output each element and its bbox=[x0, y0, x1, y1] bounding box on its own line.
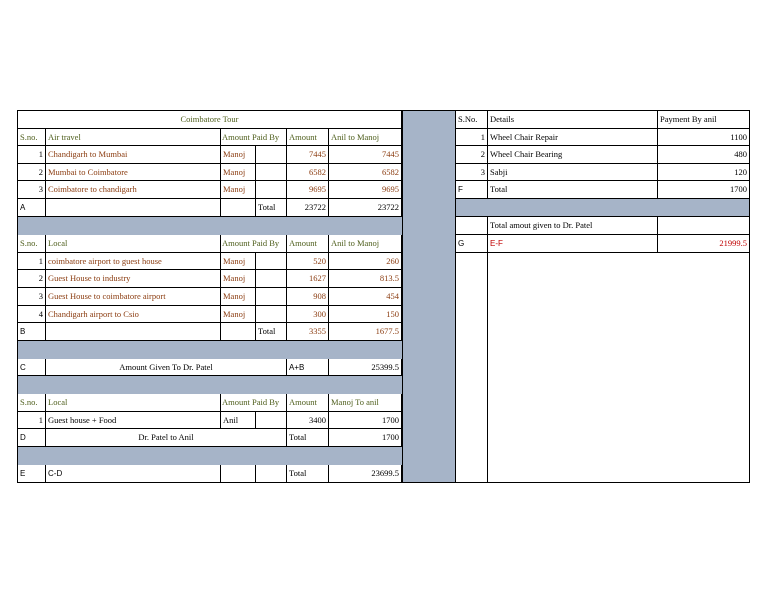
local-row-blank bbox=[256, 270, 287, 288]
row-id-d: D bbox=[18, 429, 46, 447]
local-row-desc: Guest House to coimbatore airport bbox=[46, 288, 221, 306]
air-row-blank bbox=[256, 146, 287, 164]
local-row-blank bbox=[256, 288, 287, 306]
blank-cell bbox=[456, 217, 488, 235]
header-amount: Amount bbox=[287, 235, 329, 253]
right-header-details: Details bbox=[488, 111, 658, 129]
formula-c-minus-d: C-D bbox=[46, 465, 221, 482]
local-row-paid-by: Manoj bbox=[221, 253, 256, 270]
air-row-sno: 1 bbox=[18, 146, 46, 164]
local-row-paid-by: Manoj bbox=[221, 270, 256, 288]
local-row-paid-by: Manoj bbox=[221, 306, 256, 323]
header-paid-by: Amount Paid By bbox=[221, 129, 287, 146]
separator-band bbox=[18, 376, 402, 394]
air-row-amount: 7445 bbox=[287, 146, 329, 164]
local-row-amount: 300 bbox=[287, 306, 329, 323]
air-row-anil: 9695 bbox=[329, 181, 402, 199]
header-air-travel: Air travel bbox=[46, 129, 221, 146]
header-paid-by: Amount Paid By bbox=[221, 235, 287, 253]
local-row-amount: 1627 bbox=[287, 270, 329, 288]
d-total-value: 1700 bbox=[329, 429, 402, 447]
right-row-sno: 3 bbox=[456, 164, 488, 181]
air-row-blank bbox=[256, 164, 287, 181]
header-sno: S.no. bbox=[18, 235, 46, 253]
spreadsheet bbox=[17, 110, 750, 483]
local-row-blank bbox=[256, 306, 287, 323]
amount-given-label: Amount Given To Dr. Patel bbox=[46, 359, 287, 376]
right-row-desc: Wheel Chair Bearing bbox=[488, 146, 658, 164]
air-row-amount: 9695 bbox=[287, 181, 329, 199]
separator-column bbox=[402, 111, 455, 482]
e-total-label: Total bbox=[287, 465, 329, 482]
local-total-label: Total bbox=[256, 323, 287, 341]
blank-cell bbox=[658, 217, 749, 235]
right-row-amount: 480 bbox=[658, 146, 749, 164]
header-sno: S.no. bbox=[18, 394, 46, 412]
local-total-anil: 1677.5 bbox=[329, 323, 402, 341]
blank-cell bbox=[221, 323, 256, 341]
header-amount: Amount bbox=[287, 129, 329, 146]
air-row-desc: Mumbai to Coimbatore bbox=[46, 164, 221, 181]
row-id-e: E bbox=[18, 465, 46, 482]
row-id-a: A bbox=[18, 199, 46, 217]
header-manoj-to-anil: Manoj To anil bbox=[329, 394, 402, 412]
local-row-desc: Guest House to industry bbox=[46, 270, 221, 288]
right-total-amount: 1700 bbox=[658, 181, 749, 199]
separator-band bbox=[18, 341, 402, 359]
air-row-blank bbox=[256, 181, 287, 199]
blank-cell bbox=[221, 199, 256, 217]
air-row-sno: 2 bbox=[18, 164, 46, 181]
air-row-anil: 7445 bbox=[329, 146, 402, 164]
air-row-paid-by: Manoj bbox=[221, 146, 256, 164]
separator-band bbox=[455, 199, 749, 217]
local2-row-blank bbox=[256, 412, 287, 429]
right-row-amount: 1100 bbox=[658, 129, 749, 146]
row-id-b: B bbox=[18, 323, 46, 341]
header-anil-to-manoj: Anil to Manoj bbox=[329, 235, 402, 253]
local-row-desc: coimbatore airport to guest house bbox=[46, 253, 221, 270]
air-row-anil: 6582 bbox=[329, 164, 402, 181]
air-row-desc: Chandigarh to Mumbai bbox=[46, 146, 221, 164]
air-row-desc: Coimbatore to chandigarh bbox=[46, 181, 221, 199]
right-row-sno: 1 bbox=[456, 129, 488, 146]
formula-a-plus-b: A+B bbox=[287, 359, 329, 376]
right-row-sno: 2 bbox=[456, 146, 488, 164]
header-paid-by: Amount Paid By bbox=[221, 394, 287, 412]
separator-band bbox=[18, 217, 402, 235]
air-total-amount: 23722 bbox=[287, 199, 329, 217]
right-header-sno: S.No. bbox=[456, 111, 488, 129]
blank-cell bbox=[221, 465, 256, 482]
header-anil-to-manoj: Anil to Manoj bbox=[329, 129, 402, 146]
row-id-f: F bbox=[456, 181, 488, 199]
blank-cell bbox=[46, 323, 221, 341]
local-row-sno: 1 bbox=[18, 253, 46, 270]
air-row-amount: 6582 bbox=[287, 164, 329, 181]
row-id-g: G bbox=[456, 235, 488, 253]
local-row-anil: 454 bbox=[329, 288, 402, 306]
air-total-label: Total bbox=[256, 199, 287, 217]
local-row-paid-by: Manoj bbox=[221, 288, 256, 306]
right-header-payment: Payment By anil bbox=[658, 111, 749, 129]
tour-title: Coimbatore Tour bbox=[18, 111, 402, 129]
right-total-label: Total bbox=[488, 181, 658, 199]
e-total-value: 23699.5 bbox=[329, 465, 402, 482]
local-row-sno: 2 bbox=[18, 270, 46, 288]
gridline bbox=[487, 253, 488, 482]
header-amount: Amount bbox=[287, 394, 329, 412]
air-row-paid-by: Manoj bbox=[221, 181, 256, 199]
local2-row-anil: 1700 bbox=[329, 412, 402, 429]
local-total-amount: 3355 bbox=[287, 323, 329, 341]
local-row-desc: Chandigarh airport to Csio bbox=[46, 306, 221, 323]
header-local: Local bbox=[46, 235, 221, 253]
local2-row-amount: 3400 bbox=[287, 412, 329, 429]
local-row-anil: 150 bbox=[329, 306, 402, 323]
g-value: 21999.5 bbox=[658, 235, 749, 253]
local-row-amount: 908 bbox=[287, 288, 329, 306]
right-row-desc: Wheel Chair Repair bbox=[488, 129, 658, 146]
air-total-anil: 23722 bbox=[329, 199, 402, 217]
total-given-label: Total amout given to Dr. Patel bbox=[488, 217, 658, 235]
local2-row-paid-by: Anil bbox=[221, 412, 256, 429]
local2-row-sno: 1 bbox=[18, 412, 46, 429]
local2-row-desc: Guest house + Food bbox=[46, 412, 221, 429]
gap-left-border bbox=[402, 111, 403, 482]
local-row-amount: 520 bbox=[287, 253, 329, 270]
header-local: Local bbox=[46, 394, 221, 412]
air-row-sno: 3 bbox=[18, 181, 46, 199]
header-sno: S.no. bbox=[18, 129, 46, 146]
right-row-amount: 120 bbox=[658, 164, 749, 181]
d-total-label: Total bbox=[287, 429, 329, 447]
row-id-c: C bbox=[18, 359, 46, 376]
right-row-desc: Sabji bbox=[488, 164, 658, 181]
local-row-sno: 4 bbox=[18, 306, 46, 323]
local-row-sno: 3 bbox=[18, 288, 46, 306]
air-row-paid-by: Manoj bbox=[221, 164, 256, 181]
separator-band bbox=[18, 447, 402, 465]
blank-cell bbox=[256, 465, 287, 482]
formula-e-minus-f: E-F bbox=[488, 235, 658, 253]
local-row-blank bbox=[256, 253, 287, 270]
patel-to-anil-label: Dr. Patel to Anil bbox=[46, 429, 287, 447]
local-row-anil: 260 bbox=[329, 253, 402, 270]
local-row-anil: 813.5 bbox=[329, 270, 402, 288]
blank-cell bbox=[46, 199, 221, 217]
amount-given-value: 25399.5 bbox=[329, 359, 402, 376]
